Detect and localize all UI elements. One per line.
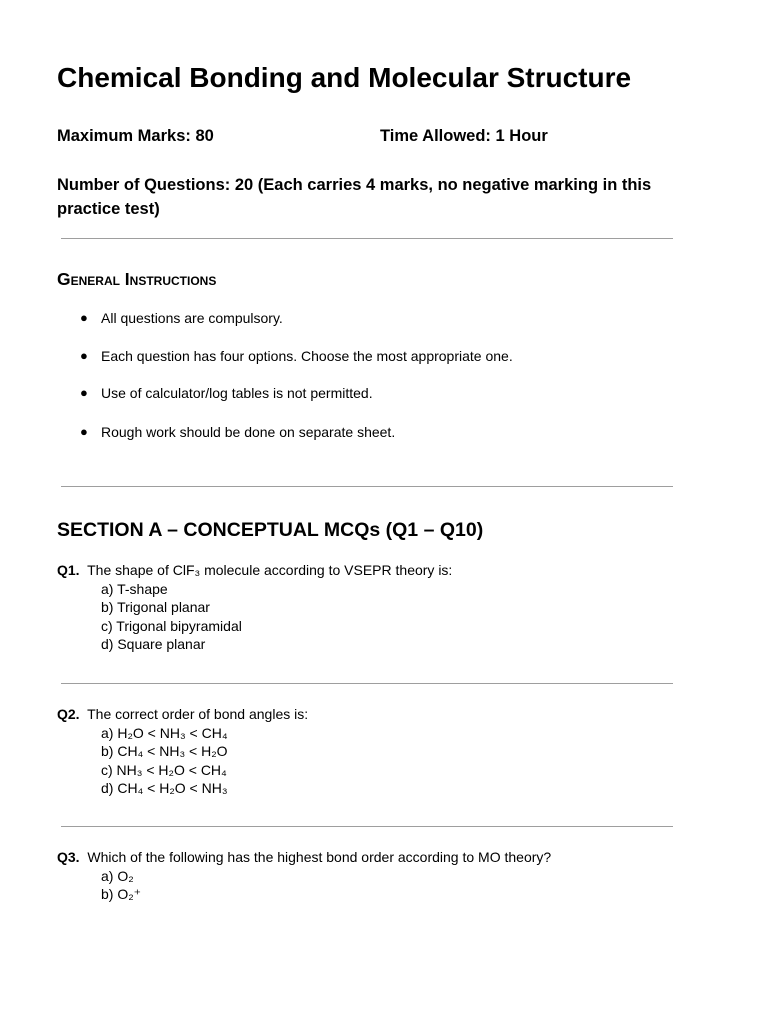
- instruction-text: Use of calculator/log tables is not permitted.: [101, 385, 373, 401]
- question-text: Which of the following has the highest bond order according to MO theory?: [87, 849, 552, 865]
- divider: [61, 826, 673, 827]
- section-a-heading: SECTION A – CONCEPTUAL MCQs (Q1 – Q10): [57, 519, 484, 541]
- option-b: b) Trigonal planar: [101, 599, 210, 616]
- option-c: c) NH₃ < H₂O < CH₄: [101, 761, 227, 778]
- question-number: Q2.: [57, 706, 80, 722]
- option-a: a) T-shape: [101, 580, 168, 597]
- question-3: [57, 848, 551, 904]
- instruction-text: Each question has four options. Choose the most appropriate one.: [101, 348, 513, 364]
- divider: [61, 486, 673, 487]
- bullet-icon: ●: [80, 310, 88, 325]
- option-d: d) CH₄ < H₂O < NH₃: [101, 780, 228, 797]
- question-1: [57, 561, 452, 654]
- instruction-text: All questions are compulsory.: [101, 310, 283, 326]
- time-allowed: Time Allowed: 1 Hour: [380, 127, 548, 145]
- option-a: a) O₂: [101, 867, 134, 884]
- number-of-questions: Number of Questions: 20 (Each carries 4 marks, no negative marking in this practice test): [57, 176, 652, 218]
- option-c: c) Trigonal bipyramidal: [101, 617, 242, 634]
- bullet-icon: ●: [80, 424, 88, 439]
- bullet-icon: ●: [80, 348, 88, 363]
- question-number: Q1.: [57, 562, 80, 578]
- option-b: b) CH₄ < NH₃ < H₂O: [101, 743, 228, 760]
- instructions-heading: General Instructions: [57, 269, 217, 289]
- document-title: Chemical Bonding and Molecular Structure: [57, 62, 632, 93]
- question-text: The correct order of bond angles is:: [87, 706, 309, 722]
- bullet-icon: ●: [80, 385, 88, 400]
- question-number: Q3.: [57, 849, 80, 865]
- option-list: [57, 580, 452, 654]
- divider: [61, 683, 673, 684]
- option-list: [57, 724, 308, 798]
- option-list: [57, 867, 551, 904]
- option-a: a) H₂O < NH₃ < CH₄: [101, 724, 228, 741]
- question-text: The shape of ClF₃ molecule according to VSEPR theory is:: [87, 562, 453, 578]
- maximum-marks: Maximum Marks: 80: [57, 127, 214, 145]
- instruction-text: Rough work should be done on separate sheet.: [101, 424, 396, 440]
- option-b: b) O₂⁺: [101, 886, 142, 903]
- option-d: d) Square planar: [101, 636, 206, 653]
- question-2: [57, 705, 308, 798]
- divider: [61, 238, 673, 239]
